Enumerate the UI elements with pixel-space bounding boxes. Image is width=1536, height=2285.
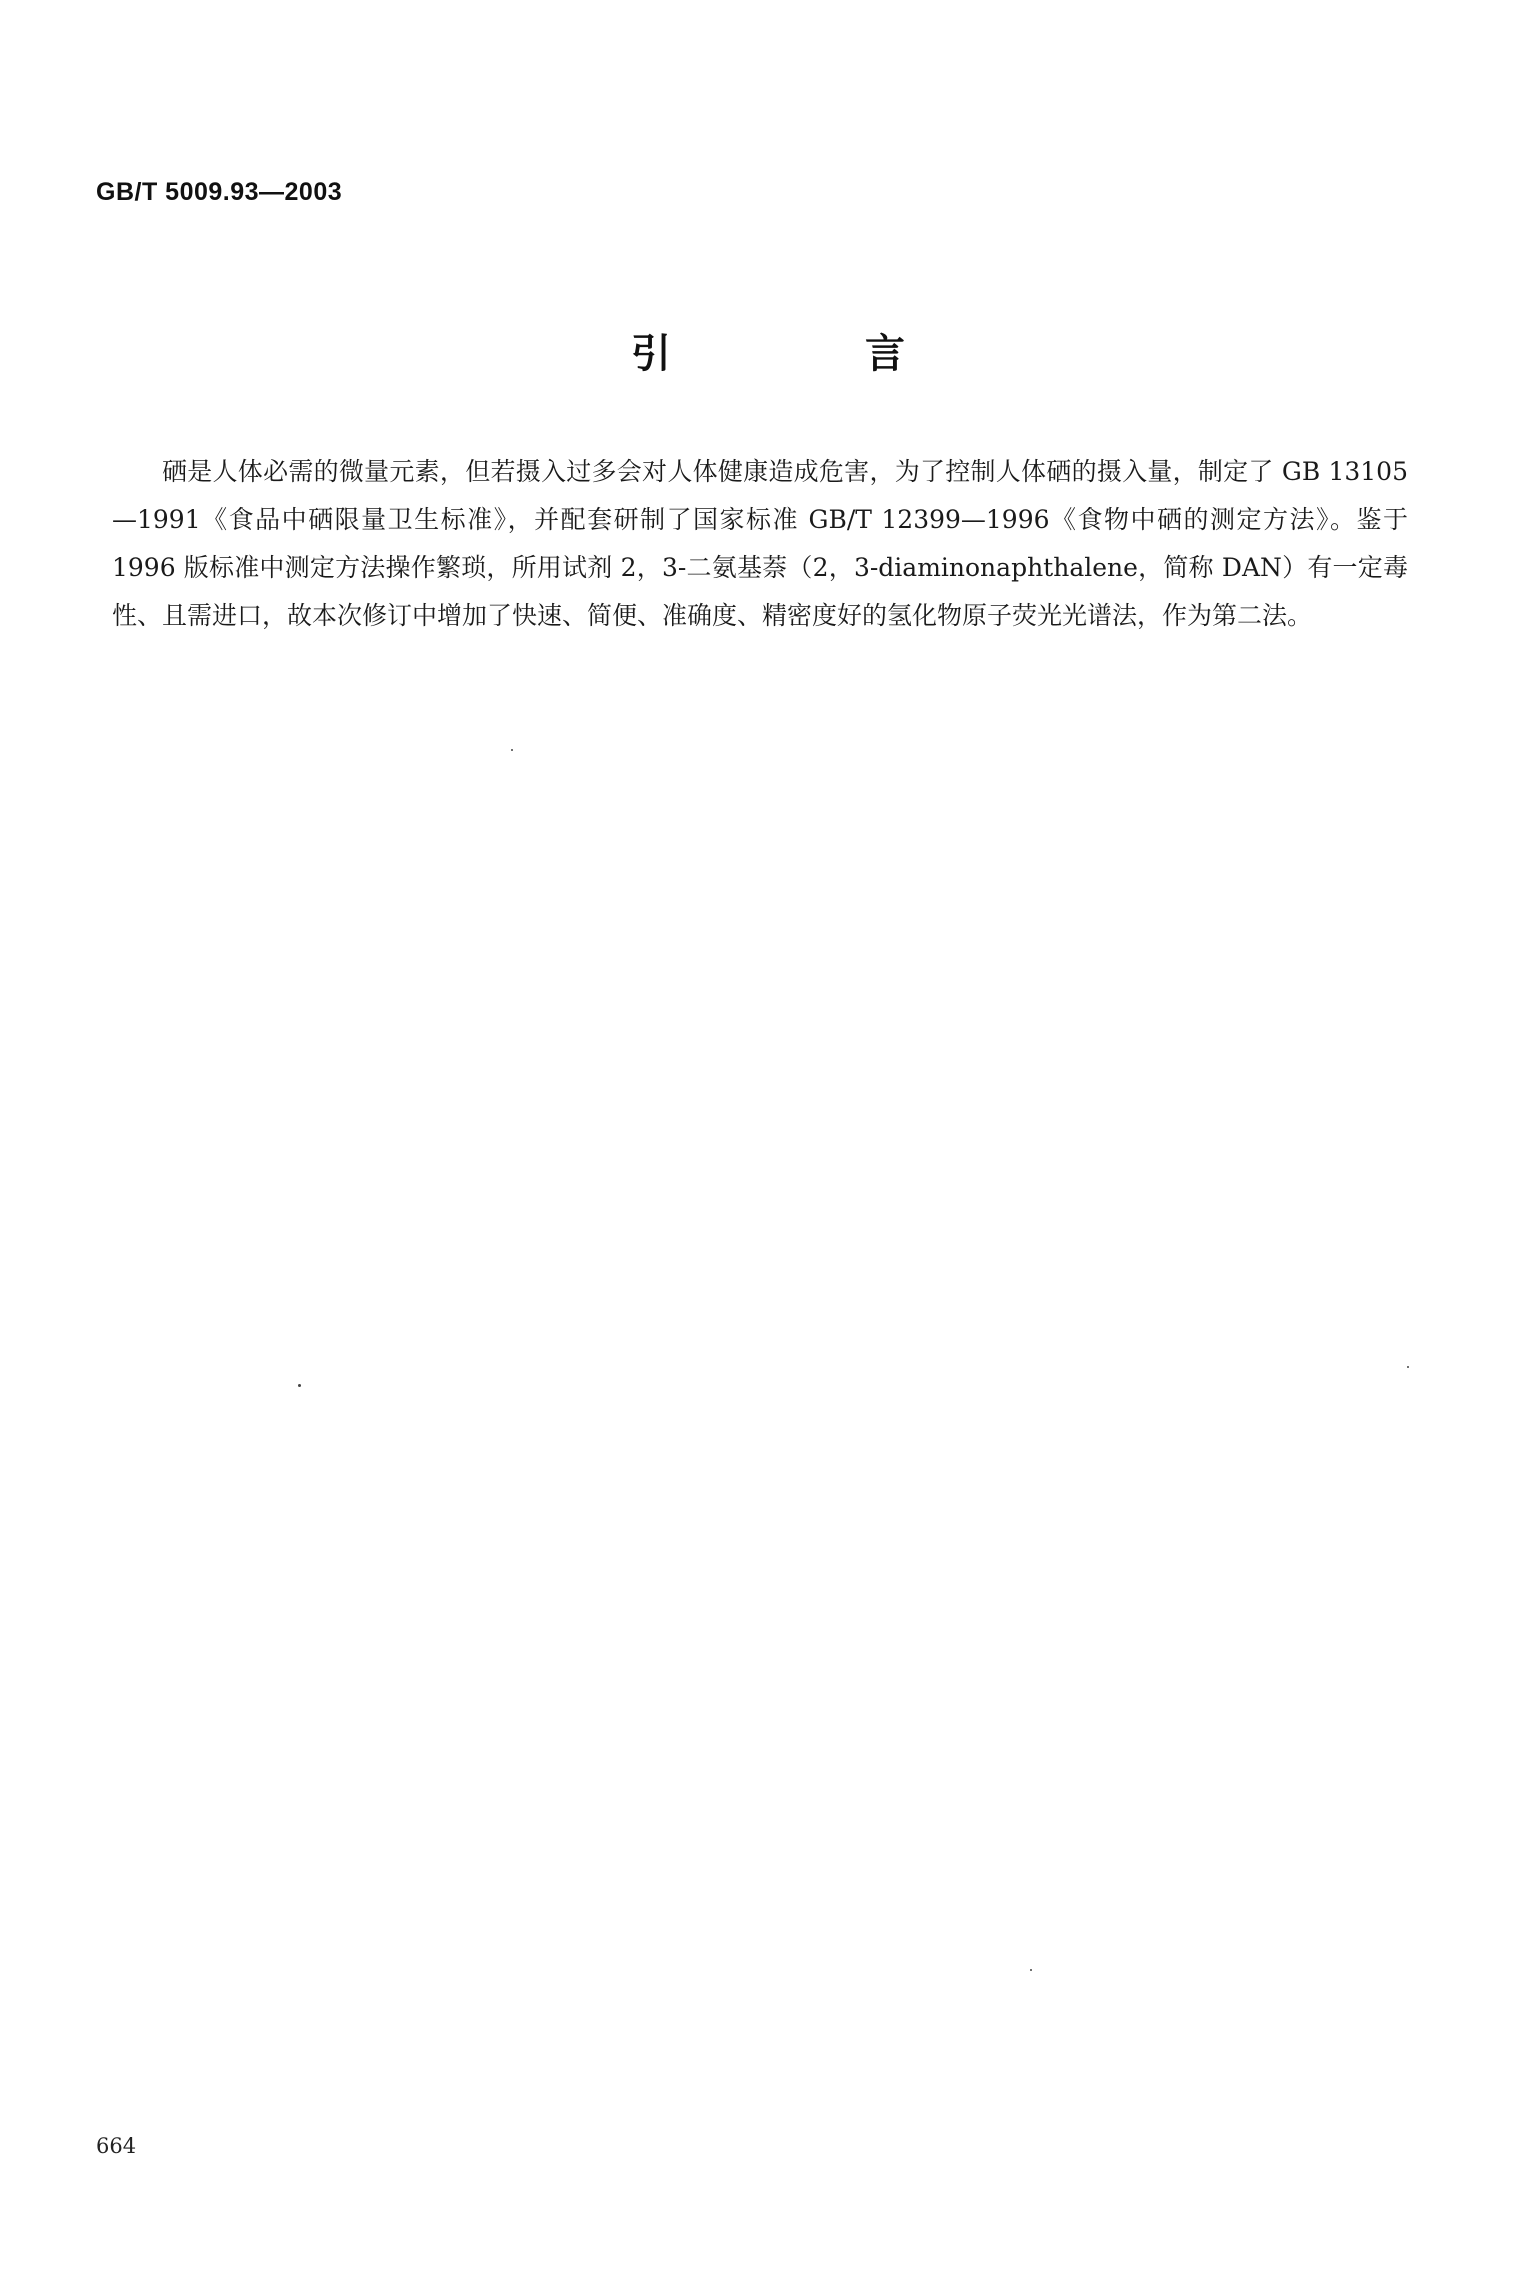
standard-code: GB/T 5009.93—2003 xyxy=(96,178,343,206)
introduction-paragraph: 硒是人体必需的微量元素，但若摄入过多会对人体健康造成危害，为了控制人体硒的摄入量，制定了 GB 13105—1991《食品中硒限量卫生标准》，并配套研制了国家标准 GB/T 12399—1996《食物中硒的测定方法》。鉴于 1996 版标准中测定方法操作繁琐，所用试剂 2，3-二氨基萘（2，3-diaminonaphthalene，简称 DAN）有一定毒性、且需进口，故本次修订中增加了快速、简便、准确度、精密度好的氢化物原子荧光光谱法，作为第二法。 xyxy=(112,457,1408,630)
scan-speck xyxy=(1030,1969,1032,1971)
scan-speck xyxy=(298,1384,301,1387)
scan-speck xyxy=(1407,1366,1409,1368)
page-number: 664 xyxy=(96,2134,137,2158)
scan-speck xyxy=(511,749,513,751)
section-title: 引 言 xyxy=(631,331,995,377)
